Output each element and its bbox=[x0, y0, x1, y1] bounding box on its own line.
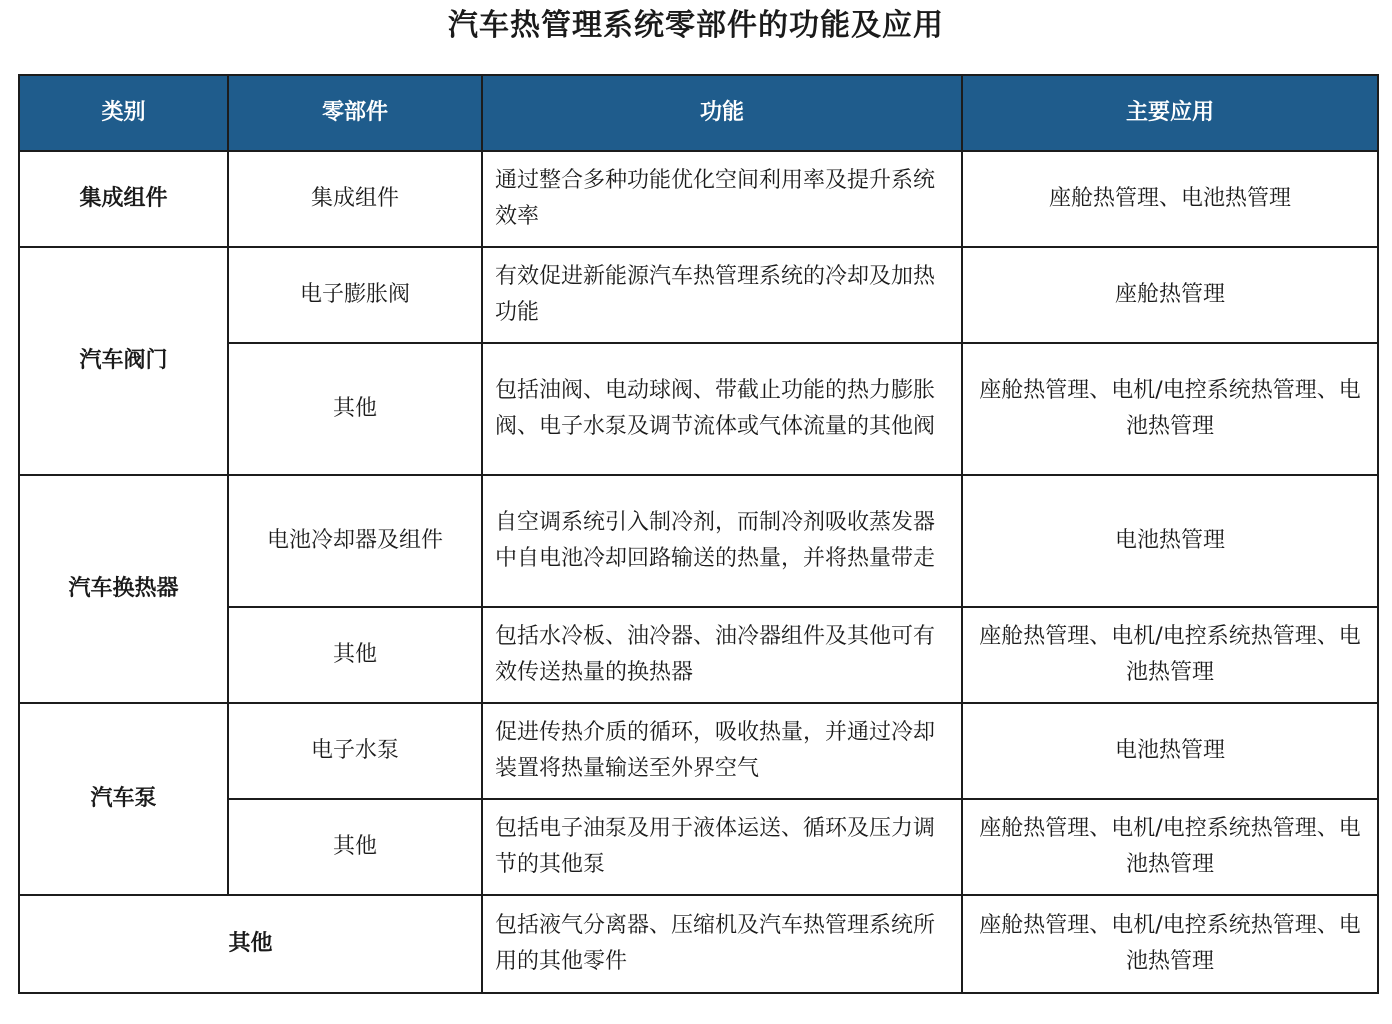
header-part: 零部件 bbox=[228, 75, 482, 151]
application-cell: 座舱热管理 bbox=[962, 247, 1378, 343]
category-cell: 汽车泵 bbox=[19, 703, 228, 895]
table-row bbox=[19, 475, 1378, 607]
application-cell: 电池热管理 bbox=[962, 475, 1378, 607]
part-cell: 电池冷却器及组件 bbox=[228, 475, 482, 607]
function-cell: 包括液气分离器、压缩机及汽车热管理系统所用的其他零件 bbox=[482, 895, 962, 993]
category-cell: 汽车换热器 bbox=[19, 475, 228, 703]
category-cell: 汽车阀门 bbox=[19, 247, 228, 475]
category-cell: 其他 bbox=[19, 895, 482, 993]
application-cell: 座舱热管理、电池热管理 bbox=[962, 151, 1378, 247]
components-table bbox=[18, 74, 1379, 994]
function-cell: 包括油阀、电动球阀、带截止功能的热力膨胀阀、电子水泵及调节流体或气体流量的其他阀 bbox=[482, 343, 962, 475]
function-cell: 通过整合多种功能优化空间利用率及提升系统效率 bbox=[482, 151, 962, 247]
application-cell: 座舱热管理、电机/电控系统热管理、电池热管理 bbox=[962, 895, 1378, 993]
table-row bbox=[19, 703, 1378, 799]
application-cell: 座舱热管理、电机/电控系统热管理、电池热管理 bbox=[962, 607, 1378, 703]
part-cell: 其他 bbox=[228, 799, 482, 895]
header-function: 功能 bbox=[482, 75, 962, 151]
table-title: 汽车热管理系统零部件的功能及应用 bbox=[448, 8, 944, 43]
application-cell: 电池热管理 bbox=[962, 703, 1378, 799]
function-cell: 自空调系统引入制冷剂，而制冷剂吸收蒸发器中自电池冷却回路输送的热量，并将热量带走 bbox=[482, 475, 962, 607]
part-cell: 其他 bbox=[228, 343, 482, 475]
part-cell: 电子膨胀阀 bbox=[228, 247, 482, 343]
function-cell: 包括电子油泵及用于液体运送、循环及压力调节的其他泵 bbox=[482, 799, 962, 895]
function-cell: 包括水冷板、油冷器、油冷器组件及其他可有效传送热量的换热器 bbox=[482, 607, 962, 703]
part-cell: 电子水泵 bbox=[228, 703, 482, 799]
header-row bbox=[19, 75, 1378, 151]
application-cell: 座舱热管理、电机/电控系统热管理、电池热管理 bbox=[962, 799, 1378, 895]
header-application: 主要应用 bbox=[962, 75, 1378, 151]
table-row bbox=[19, 247, 1378, 343]
function-cell: 有效促进新能源汽车热管理系统的冷却及加热功能 bbox=[482, 247, 962, 343]
application-cell: 座舱热管理、电机/电控系统热管理、电池热管理 bbox=[962, 343, 1378, 475]
part-cell: 集成组件 bbox=[228, 151, 482, 247]
part-cell: 其他 bbox=[228, 607, 482, 703]
table-row bbox=[19, 895, 1378, 993]
function-cell: 促进传热介质的循环，吸收热量，并通过冷却装置将热量输送至外界空气 bbox=[482, 703, 962, 799]
header-category: 类别 bbox=[19, 75, 228, 151]
table-row bbox=[19, 151, 1378, 247]
category-cell: 集成组件 bbox=[19, 151, 228, 247]
